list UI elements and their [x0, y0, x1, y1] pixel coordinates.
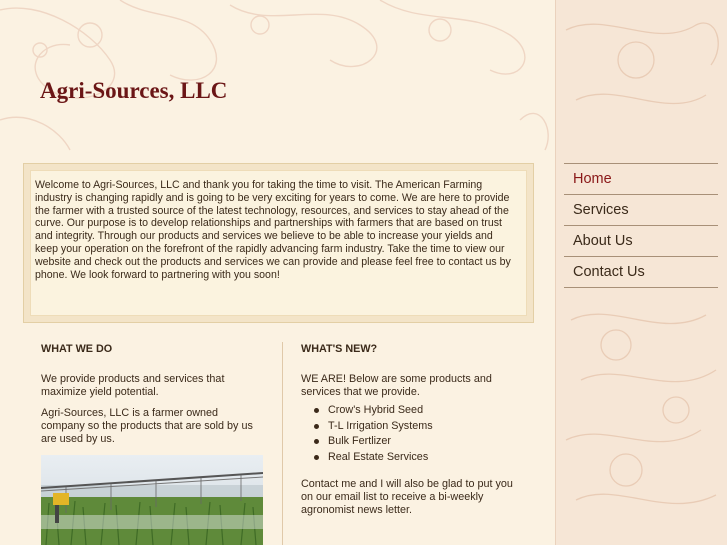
welcome-box	[23, 163, 534, 323]
whats-new-list	[301, 403, 433, 465]
bullet-icon	[314, 439, 319, 444]
column-divider	[282, 342, 283, 545]
list-item	[301, 403, 433, 419]
site-title: Agri-Sources, LLC	[40, 78, 228, 103]
list-item-label: Bulk Fertlizer	[328, 435, 391, 447]
whats-new-contact: Contact me and I will also be glad to put you on our email list to receive a bi-weekly agronomist news letter.	[301, 478, 513, 516]
list-item	[301, 450, 433, 466]
nav-item-contact-us[interactable]: Contact Us	[564, 257, 718, 288]
what-we-do-para2: Agri-Sources, LLC is a farmer owned company so the products that are sold by us are used by us.	[41, 407, 253, 445]
list-item-label: T-L Irrigation Systems	[328, 419, 433, 432]
list-item-label: Crow's Hybrid Seed	[328, 404, 424, 416]
nav-item-about-us[interactable]: About Us	[564, 226, 718, 257]
nav-item-home[interactable]: Home	[564, 164, 718, 195]
main-nav	[564, 163, 718, 288]
list-item	[301, 419, 433, 435]
bullet-icon	[314, 408, 319, 413]
whats-new-intro: WE ARE! Below are some products and services that we provide.	[301, 373, 492, 398]
list-item	[301, 434, 433, 450]
welcome-text: Welcome to Agri-Sources, LLC and thank you for taking the time to visit. The American Farming industry is changing rapidly and is going to be very exciting for years to come. We are here to provide the farmer with a trusted source of the latest technology, resources, and services to stay ahead of the curve. Our purpose is to develop relationships and partnerships with farmers that are based on trust and integrity. Through our products and services we believe to be able to increase your yields and keep your operation on the forefront of the rapidly advancing farm industry. Take the time to view our website and check out the products and services we can provide and please feel free to contact us by phone. We look forward to partnering with you soon!	[35, 179, 511, 281]
list-item-label: Real Estate Services	[328, 450, 429, 463]
bullet-icon	[314, 455, 319, 460]
nav-item-services[interactable]: Services	[564, 195, 718, 226]
bullet-icon	[314, 424, 319, 429]
whats-new-heading: WHAT'S NEW?	[301, 343, 378, 355]
what-we-do-heading: WHAT WE DO	[41, 343, 113, 355]
what-we-do-para1: We provide products and services that maximize yield potential.	[41, 373, 225, 398]
irrigation-photo	[41, 455, 263, 545]
